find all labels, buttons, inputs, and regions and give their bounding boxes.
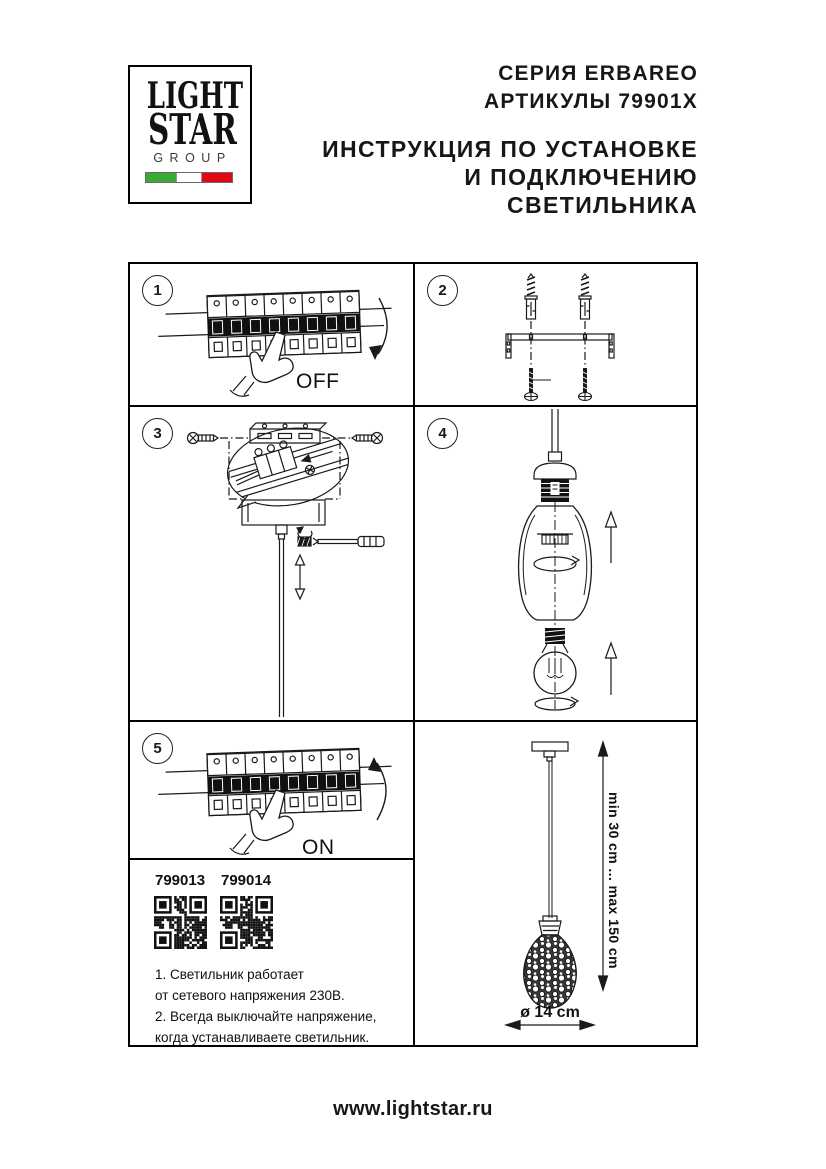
note-line: 1. Светильник работает (155, 967, 304, 982)
mounting-screw-icon (579, 368, 592, 401)
suspension-height-label: min 30 cm ... max 150 cm (606, 792, 622, 969)
on-label: ON (302, 836, 335, 858)
flag-white-segment (176, 173, 202, 182)
mounting-screw-icon (525, 368, 538, 401)
series-title: СЕРИЯ ERBAREO (498, 62, 698, 85)
instruction-grid (128, 262, 698, 1047)
note-line: когда устанавливаете светильник. (155, 1030, 370, 1045)
step1-badge: 1 (142, 275, 173, 306)
step5-panel (130, 722, 413, 858)
dimensions-panel (415, 722, 696, 1045)
italian-flag-bar (145, 172, 233, 183)
arrow-up-head (368, 757, 381, 772)
step1-panel (130, 264, 413, 405)
logo-word-star: STAR (148, 105, 237, 154)
lightstar-logo (128, 65, 252, 204)
qr-code-2 (220, 896, 273, 949)
step2-badge: 2 (427, 275, 458, 306)
product-code-2: 799014 (221, 872, 272, 889)
step3-panel (130, 407, 413, 720)
document-header (300, 60, 698, 219)
product-code-1: 799013 (155, 872, 206, 889)
arrow-down-head (369, 345, 382, 360)
note-line: от сетевого напряжения 230В. (155, 988, 345, 1003)
note-line: 2. Всегда выключайте напряжение, (155, 1009, 377, 1024)
off-label: OFF (296, 370, 340, 393)
bracket-wiring-diagram (130, 407, 413, 720)
wall-anchor-icon (579, 274, 591, 319)
step5-badge: 5 (142, 733, 173, 764)
instruction-title-line1: ИНСТРУКЦИЯ ПО УСТАНОВКЕ (322, 136, 698, 162)
wall-anchor-icon (525, 274, 537, 319)
safety-notes (155, 964, 407, 1045)
flag-red-segment (202, 173, 232, 182)
breaker-off-diagram (130, 264, 413, 405)
step4-badge: 4 (427, 418, 458, 449)
articles-title: АРТИКУЛЫ 79901X (484, 90, 698, 113)
diameter-label: ø 14 cm (520, 1004, 580, 1021)
qr-code-1 (154, 896, 207, 949)
instruction-title-line2: И ПОДКЛЮЧЕНИЮ СВЕТИЛЬНИКА (464, 164, 698, 218)
step4-panel (415, 407, 696, 720)
logo-word-light: LIGHT (146, 75, 244, 117)
shade-bulb-assembly-diagram (415, 407, 696, 720)
flag-green-segment (146, 173, 176, 182)
logo-word-group: GROUP (153, 151, 232, 165)
breaker-on-diagram (130, 722, 413, 858)
pendant-lamp-diagram (415, 722, 696, 1045)
step2-panel (415, 264, 696, 405)
website-url: www.lightstar.ru (333, 1098, 493, 1120)
step3-badge: 3 (142, 418, 173, 449)
qr-notes-panel (130, 860, 413, 1045)
